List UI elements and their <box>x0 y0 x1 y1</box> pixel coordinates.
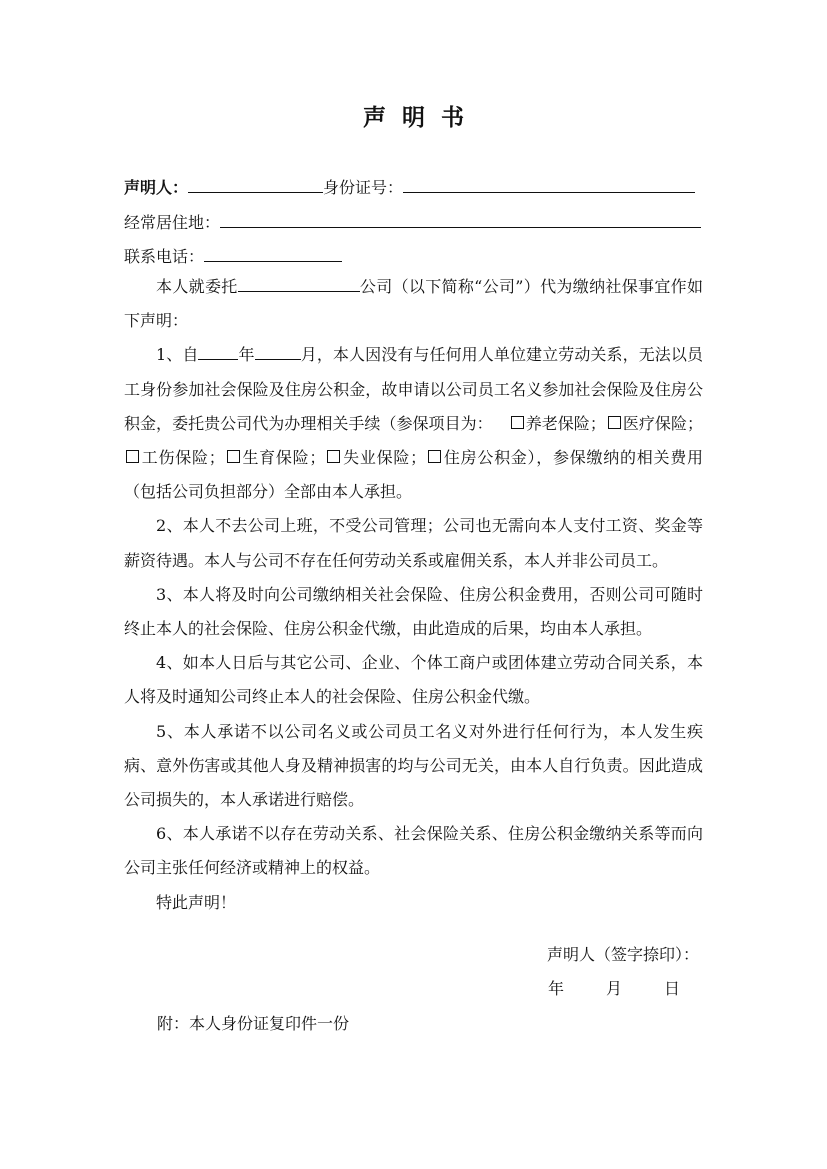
clause-6: 6、本人承诺不以存在劳动关系、社会保险关系、住房公积金缴纳关系等而向公司主张任何经济或精神上的权益。 <box>124 824 703 878</box>
closing-statement: 特此声明！ <box>156 892 237 912</box>
injury-checkbox[interactable] <box>126 450 139 463</box>
phone-label: 联系电话： <box>124 247 205 266</box>
intro-paragraph <box>124 270 703 338</box>
title-char: 明 <box>402 104 425 131</box>
signature-label: 声明人（签字捺印）： <box>547 945 700 964</box>
phone-blank[interactable] <box>204 244 342 262</box>
signature-day: 日 <box>664 979 681 998</box>
medical-label: 医疗保险； <box>622 413 703 433</box>
year-blank[interactable] <box>198 341 238 360</box>
unemployment-label: 失业保险； <box>342 448 427 468</box>
clause-1-tail: ），参保缴纳的相关费用（包括公司负担部分）全部由本人承担。 <box>124 448 703 502</box>
signature-month: 月 <box>606 979 623 998</box>
attachment-note: 附：本人身份证复印件一份 <box>157 1014 350 1033</box>
title-char: 声 <box>363 104 386 131</box>
maternity-checkbox[interactable] <box>227 450 240 463</box>
company-blank[interactable] <box>238 273 360 292</box>
id-number-blank[interactable] <box>403 175 695 193</box>
month-label: 月 <box>300 345 317 365</box>
declarant-row <box>124 175 695 199</box>
declaration-body <box>124 270 703 920</box>
clause-1 <box>124 338 703 509</box>
declarant-label: 声明人： <box>124 178 189 197</box>
housing-fund-label: 住房公积金 <box>443 448 528 468</box>
declarant-blank[interactable] <box>188 175 323 193</box>
address-blank[interactable] <box>220 210 701 228</box>
clause-1-body: ，本人因没有与任何用人单位建立劳动关系，无法以员工身份参加社会保险及住房公积金，故申请以公司员工名义参加社会保险及住房公积金，委托贵公司代为办理相关手续（参保项目为： <box>124 345 703 433</box>
clause-4: 4、如本人日后与其它公司、企业、个体工商户或团体建立劳动合同关系，本人将及时通知公司终止本人的社会保险、住房公积金代缴。 <box>124 653 703 707</box>
injury-label: 工伤保险； <box>141 448 225 468</box>
pension-checkbox[interactable] <box>511 416 524 429</box>
address-row <box>124 210 701 234</box>
clause-1-text: 1、自 <box>156 345 199 365</box>
pension-label: 养老保险； <box>525 413 606 433</box>
clause-2: 2、本人不去公司上班，不受公司管理；公司也无需向本人支付工资、奖金等薪资待遇。本人与公司不存在任何劳动关系或雇佣关系，本人并非公司员工。 <box>124 516 703 570</box>
document-title <box>0 100 827 136</box>
signature-year: 年 <box>548 979 565 998</box>
maternity-label: 生育保险； <box>241 448 326 468</box>
month-blank[interactable] <box>255 341 301 360</box>
medical-checkbox[interactable] <box>608 416 621 429</box>
intro-text-rest: 公司（以下简称“公司”）代为缴纳社保事宜作如下声明： <box>124 277 703 331</box>
address-label: 经常居住地： <box>124 213 221 232</box>
unemployment-checkbox[interactable] <box>327 450 340 463</box>
id-number-label: 身份证号： <box>323 178 404 197</box>
housing-fund-checkbox[interactable] <box>428 450 441 463</box>
phone-row <box>124 244 342 268</box>
clause-5: 5、本人承诺不以公司名义或公司员工名义对外进行任何行为，本人发生疾病、意外伤害或其他人身及精神损害的均与公司无关，由本人自行负责。因此造成公司损失的，本人承诺进行赔偿。 <box>124 721 703 810</box>
year-label: 年 <box>238 345 255 365</box>
intro-text: 本人就委托 <box>156 277 238 296</box>
title-char: 书 <box>441 104 464 131</box>
clause-3: 3、本人将及时向公司缴纳相关社会保险、住房公积金费用，否则公司可随时终止本人的社会保险、住房公积金代缴，由此造成的后果，均由本人承担。 <box>124 584 703 639</box>
